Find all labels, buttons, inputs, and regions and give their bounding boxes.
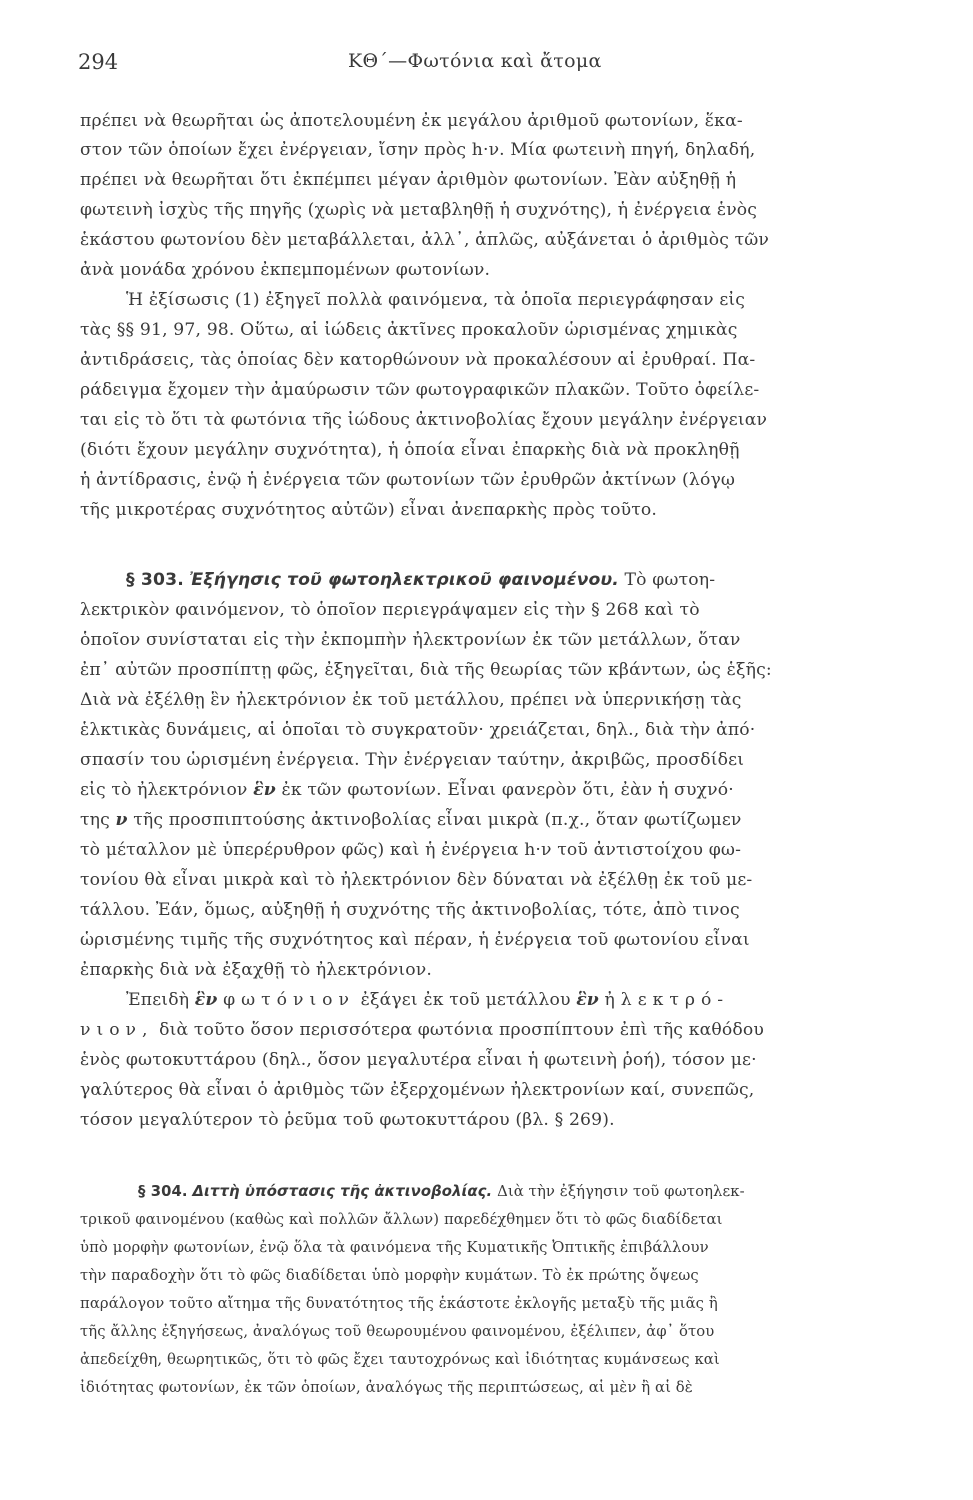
text-run: της xyxy=(80,810,110,830)
text-line: τάλλου. Ἐάν, ὅμως, αὐξηθῇ ἡ συχνότης τῆς ἀκτινοβολίας, τότε, ἀπὸ τινος xyxy=(80,900,740,920)
emphasis: ν xyxy=(115,810,128,830)
text-run: ἐκ τῶν φωτονίων. Εἶναι φανερὸν ὅτι, ἐὰν ἡ συχνό· xyxy=(281,780,734,800)
text-line: τὸ μέταλλον μὲ ὑπερέρυθρον φῶς) καὶ ἡ ἐνέργεια h·ν τοῦ ἀντιστοίχου φω- xyxy=(80,840,742,860)
spaced-emphasis: φωτόνιον xyxy=(223,990,355,1010)
text-line: τονίου θὰ εἶναι μικρὰ καὶ τὸ ἠλεκτρόνιον δὲν δύναται νὰ ἐξέλθῃ ἐκ τοῦ με- xyxy=(80,870,753,890)
text-line xyxy=(80,807,880,833)
small-text-line: παράλογον τοῦτο αἴτημα τῆς δυνατότητος τῆς ἑκάστοτε ἐκλογῆς μεταξὺ τῆς μιᾶς ἢ xyxy=(80,1295,718,1312)
text-line: τῆς μικροτέρας συχνότητος αὐτῶν) εἶναι ἀνεπαρκὴς πρὸς τοῦτο. xyxy=(80,500,658,520)
emphasis: ἓν xyxy=(576,990,599,1010)
text-line: σπασίν του ὡρισμένη ἐνέργεια. Τὴν ἐνέργειαν ταύτην, ἀκριβῶς, προσδίδει xyxy=(80,750,745,770)
text-run: εἰς τὸ ἠλεκτρόνιον xyxy=(80,780,248,800)
text-line: ἡ ἀντίδρασις, ἐνῷ ἡ ἐνέργεια τῶν φωτονίων τῶν ἐρυθρῶν ἀκτίνων (λόγῳ xyxy=(80,470,736,490)
text-line: τὰς §§ 91, 97, 98. Οὕτω, αἱ ἰώδεις ἀκτῖνες προκαλοῦν ὡρισμένας χημικὰς xyxy=(80,320,738,340)
section-title: Διττὴ ὑπόστασις τῆς ἀκτινοβολίας. xyxy=(192,1183,493,1200)
emphasis: ἓν xyxy=(253,780,276,800)
text-line: στον τῶν ὁποίων ἔχει ἐνέργειαν, ἴσην πρὸς h·ν. Μία φωτεινὴ πηγή, δηλαδή, xyxy=(80,140,756,160)
running-title: ΚΘ΄—Φωτόνια καὶ ἄτομα xyxy=(348,50,602,72)
text-line: Ἡ ἐξίσωσις (1) ἐξηγεῖ πολλὰ φαινόμενα, τὰ ὁποῖα περιεγράφησαν εἰς xyxy=(126,290,746,310)
section-303-heading xyxy=(126,567,880,593)
text-line: πρέπει νὰ θεωρῆται ὡς ἀποτελουμένη ἐκ μεγάλου ἀριθμοῦ φωτονίων, ἕκα- xyxy=(80,111,743,131)
small-text-line: τρικοῦ φαινομένου (καθὼς καὶ πολλῶν ἄλλων) παρεδέχθημεν ὅτι τὸ φῶς διαδίδεται xyxy=(80,1211,723,1228)
text-line: ἑλκτικὰς δυνάμεις, αἱ ὁποῖαι τὸ συγκρατοῦν· χρειάζεται, δηλ., διὰ τὴν ἀπό· xyxy=(80,720,756,740)
small-text-line: ἀπεδείχθη, θεωρητικῶς, ὅτι τὸ φῶς ἔχει ταυτοχρόνως καὶ ἰδιότητας κυμάνσεως καὶ xyxy=(80,1351,720,1368)
section-text: Τὸ φωτοη- xyxy=(624,570,716,590)
text-line xyxy=(80,1017,880,1043)
small-text-line: τῆς ἄλλης ἐξηγήσεως, ἀναλόγως τοῦ θεωρουμένου φαινομένου, ἐξέλιπεν, ἀφ᾿ ὅτου xyxy=(80,1323,715,1340)
text-run: τῆς προσπιπτούσης ἀκτινοβολίας εἶναι μικρὰ (π.χ., ὅταν φωτίζωμεν xyxy=(133,810,742,830)
text-line: φωτεινὴ ἰσχὺς τῆς πηγῆς (χωρὶς νὰ μεταβληθῇ ἡ συχνότης), ἡ ἐνέργεια ἑνὸς xyxy=(80,200,758,220)
text-run: Ἐπειδὴ xyxy=(126,990,190,1010)
small-text-line: ὑπὸ μορφὴν φωτονίων, ἐνῷ ὅλα τὰ φαινόμενα τῆς Κυματικῆς Ὀπτικῆς ἐπιβάλλουν xyxy=(80,1239,709,1256)
section-text: Διὰ τὴν ἐξήγησιν τοῦ φωτοηλεκ- xyxy=(497,1183,745,1200)
text-line: πρέπει νὰ θεωρῆται ὅτι ἐκπέμπει μέγαν ἀριθμὸν φωτονίων. Ἐὰν αὐξηθῇ ἡ xyxy=(80,170,737,190)
text-line: τόσον μεγαλύτερον τὸ ῥεῦμα τοῦ φωτοκυττάρου (βλ. § 269). xyxy=(80,1110,615,1130)
emphasis: ἓν xyxy=(194,990,218,1010)
text-line: λεκτρικὸν φαινόμενον, τὸ ὁποῖον περιεγράψαμεν εἰς τὴν § 268 καὶ τὸ xyxy=(80,600,700,620)
text-line: ἐπαρκὴς διὰ νὰ ἐξαχθῇ τὸ ἠλεκτρόνιον. xyxy=(80,960,432,980)
spaced-emphasis: νιον, xyxy=(80,1020,154,1040)
text-line: γαλύτερος θὰ εἶναι ὁ ἀριθμὸς τῶν ἐξερχομένων ἠλεκτρονίων καί, συνεπῶς, xyxy=(80,1080,755,1100)
text-line xyxy=(126,987,880,1013)
text-line: ἑκάστου φωτονίου δὲν μεταβάλλεται, ἀλλ᾿, ἁπλῶς, αὐξάνεται ὁ ἀριθμὸς τῶν xyxy=(80,230,770,250)
section-title: Ἐξήγησις τοῦ φωτοηλεκτρικοῦ φαινομένου. xyxy=(189,570,619,590)
spaced-emphasis: ἠλεκτρό- xyxy=(604,990,730,1010)
text-line: ράδειγμα ἔχομεν τὴν ἀμαύρωσιν τῶν φωτογραφικῶν πλακῶν. Τοῦτο ὀφείλε- xyxy=(80,380,760,400)
text-line: (διότι ἔχουν μεγάλην συχνότητα), ἡ ὁποία εἶναι ἐπαρκὴς διὰ νὰ προκληθῇ xyxy=(80,440,740,460)
text-run: ἐξάγει ἐκ τοῦ μετάλλου xyxy=(360,990,571,1010)
text-run: διὰ τοῦτο ὅσον περισσότερα φωτόνια προσπίπτουν ἐπὶ τῆς καθόδου xyxy=(159,1020,764,1040)
text-line: ἀντιδράσεις, τὰς ὁποίας δὲν κατορθώνουν νὰ προκαλέσουν αἱ ἐρυθραί. Πα- xyxy=(80,350,756,370)
section-number: § 304. xyxy=(138,1183,188,1200)
text-line: ὡρισμένης τιμῆς τῆς συχνότητος καὶ πέραν, ἡ ἐνέργεια τοῦ φωτονίου εἶναι xyxy=(80,930,750,950)
text-line: ἑνὸς φωτοκυττάρου (δηλ., ὅσον μεγαλυτέρα εἶναι ἡ φωτεινὴ ῥοή), τόσον με· xyxy=(80,1050,757,1070)
text-line: ὁποῖον συνίσταται εἰς τὴν ἐκπομπὴν ἠλεκτρονίων ἐκ τῶν μετάλλων, ὅταν xyxy=(80,630,741,650)
text-line xyxy=(80,777,880,803)
text-line: Διὰ νὰ ἐξέλθῃ ἓν ἠλεκτρόνιον ἐκ τοῦ μετάλλου, πρέπει νὰ ὑπερνικήσῃ τὰς xyxy=(80,690,742,710)
page-number: 294 xyxy=(78,50,119,74)
small-text-line: τὴν παραδοχὴν ὅτι τὸ φῶς διαδίδεται ὑπὸ μορφὴν κυμάτων. Τὸ ἐκ πρώτης ὄψεως xyxy=(80,1267,699,1284)
text-line: ἐπ᾿ αὐτῶν προσπίπτῃ φῶς, ἐξηγεῖται, διὰ τῆς θεωρίας τῶν κβάντων, ὡς ἑξῆς: xyxy=(80,660,772,680)
text-line: ἀνὰ μονάδα χρόνου ἐκπεμπομένων φωτονίων. xyxy=(80,260,491,280)
text-line: ται εἰς τὸ ὅτι τὰ φωτόνια τῆς ἰώδους ἀκτινοβολίας ἔχουν μεγάλην ἐνέργειαν xyxy=(80,410,768,430)
section-number: § 303. xyxy=(126,570,184,590)
page-header xyxy=(78,50,878,86)
section-304-heading xyxy=(138,1179,876,1205)
small-text-line: ἰδιότητας φωτονίων, ἐκ τῶν ὁποίων, ἀναλόγως τῆς περιπτώσεως, αἱ μὲν ἢ αἱ δὲ xyxy=(80,1379,693,1396)
